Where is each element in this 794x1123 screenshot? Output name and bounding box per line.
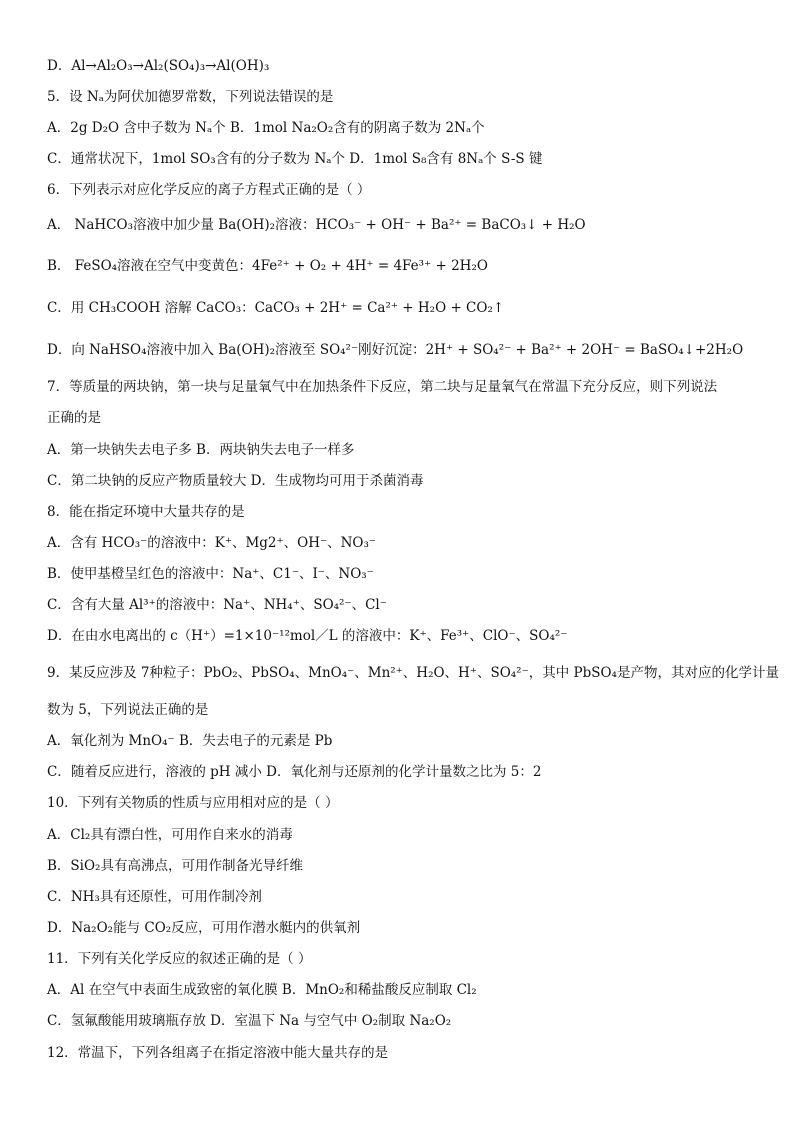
q5-options-ab: A．2g D₂O 含中子数为 Nₐ个 B．1mol Na₂O₂含有的阴离子数为 2Nₐ个 [47, 120, 485, 136]
q8-option-b: B．使甲基橙呈红色的溶液中：Na⁺、C1⁻、I⁻、NO₃⁻ [47, 566, 374, 582]
q9-stem-line2: 数为 5，下列说法正确的是 [47, 702, 209, 718]
q10-option-c: C．NH₃具有还原性，可用作制冷剂 [47, 889, 262, 905]
q4-option-d: D．Al→Al₂O₃→Al₂(SO₄)₃→Al(OH)₃ [47, 58, 270, 74]
q9-options-cd: C．随着反应进行，溶液的 pH 减小 D．氧化剂与还原剂的化学计量数之比为 5：2 [47, 764, 542, 780]
q7-stem-line2: 正确的是 [47, 410, 101, 426]
q10-option-d: D．Na₂O₂能与 CO₂反应，可用作潜水艇内的供氧剂 [47, 920, 361, 936]
q11-stem: 11．下列有关化学反应的叙述正确的是（ ） [47, 951, 312, 967]
q8-stem: 8．能在指定环境中大量共存的是 [47, 504, 245, 520]
q8-option-d: D．在由水电离出的 c（H⁺）=1×10⁻¹²mol／L 的溶液中：K⁺、Fe³⁺、ClO⁻、SO₄²⁻ [47, 628, 568, 644]
q7-stem-line1: 7．等质量的两块钠，第一块与足量氧气中在加热条件下反应，第二块与足量氧气在常温下充分反应，则下列说法 [47, 379, 718, 395]
q11-options-ab: A．Al 在空气中表面生成致密的氧化膜 B．MnO₂和稀盐酸反应制取 Cl₂ [47, 982, 477, 998]
q8-option-a: A．含有 HCO₃⁻的溶液中：K⁺、Mg2⁺、OH⁻、NO₃⁻ [47, 535, 377, 551]
q6-stem: 6．下列表示对应化学反应的离子方程式正确的是（ ） [47, 182, 371, 198]
q7-options-ab: A．第一块钠失去电子多 B．两块钠失去电子一样多 [47, 442, 355, 458]
q9-stem-line1: 9．某反应涉及 7种粒子：PbO₂、PbSO₄、MnO₄⁻、Mn²⁺、H₂O、H⁺、SO₄²⁻，其中 PbSO₄是产物，其对应的化学计量 [47, 665, 779, 681]
q6-option-d: D．向 NaHSO₄溶液中加入 Ba(OH)₂溶液至 SO₄²⁻刚好沉淀：2H⁺ + SO₄²⁻ + Ba²⁺ + 2OH⁻ = BaSO₄↓+2H₂O [47, 342, 744, 358]
q5-stem: 5．设 Nₐ为阿伏加德罗常数，下列说法错误的是 [47, 89, 334, 105]
q6-option-c: C．用 CH₃COOH 溶解 CaCO₃：CaCO₃ + 2H⁺ = Ca²⁺ + H₂O + CO₂↑ [47, 300, 505, 316]
q5-options-cd: C．通常状况下，1mol SO₃含有的分子数为 Nₐ个 D．1mol S₈含有 8Nₐ个 S-S 键 [47, 151, 543, 167]
q9-options-ab: A．氧化剂为 MnO₄⁻ B．失去电子的元素是 Pb [47, 733, 333, 749]
q6-option-b: B． FeSO₄溶液在空气中变黄色：4Fe²⁺ + O₂ + 4H⁺ = 4Fe³⁺ + 2H₂O [47, 258, 488, 274]
q11-options-cd: C．氢氟酸能用玻璃瓶存放 D．室温下 Na 与空气中 O₂制取 Na₂O₂ [47, 1013, 452, 1029]
q6-option-a: A． NaHCO₃溶液中加少量 Ba(OH)₂溶液：HCO₃⁻ + OH⁻ + Ba²⁺ = BaCO₃↓ + H₂O [47, 217, 586, 233]
q10-stem: 10．下列有关物质的性质与应用相对应的是（ ） [47, 795, 339, 811]
q10-option-b: B．SiO₂具有高沸点，可用作制备光导纤维 [47, 858, 303, 874]
q7-options-cd: C．第二块钠的反应产物质量较大 D．生成物均可用于杀菌消毒 [47, 473, 424, 489]
q8-option-c: C．含有大量 Al³⁺的溶液中：Na⁺、NH₄⁺、SO₄²⁻、Cl⁻ [47, 597, 387, 613]
q12-stem: 12．常温下，下列各组离子在指定溶液中能大量共存的是 [47, 1045, 389, 1061]
q10-option-a: A．Cl₂具有漂白性，可用作自来水的消毒 [47, 827, 293, 843]
